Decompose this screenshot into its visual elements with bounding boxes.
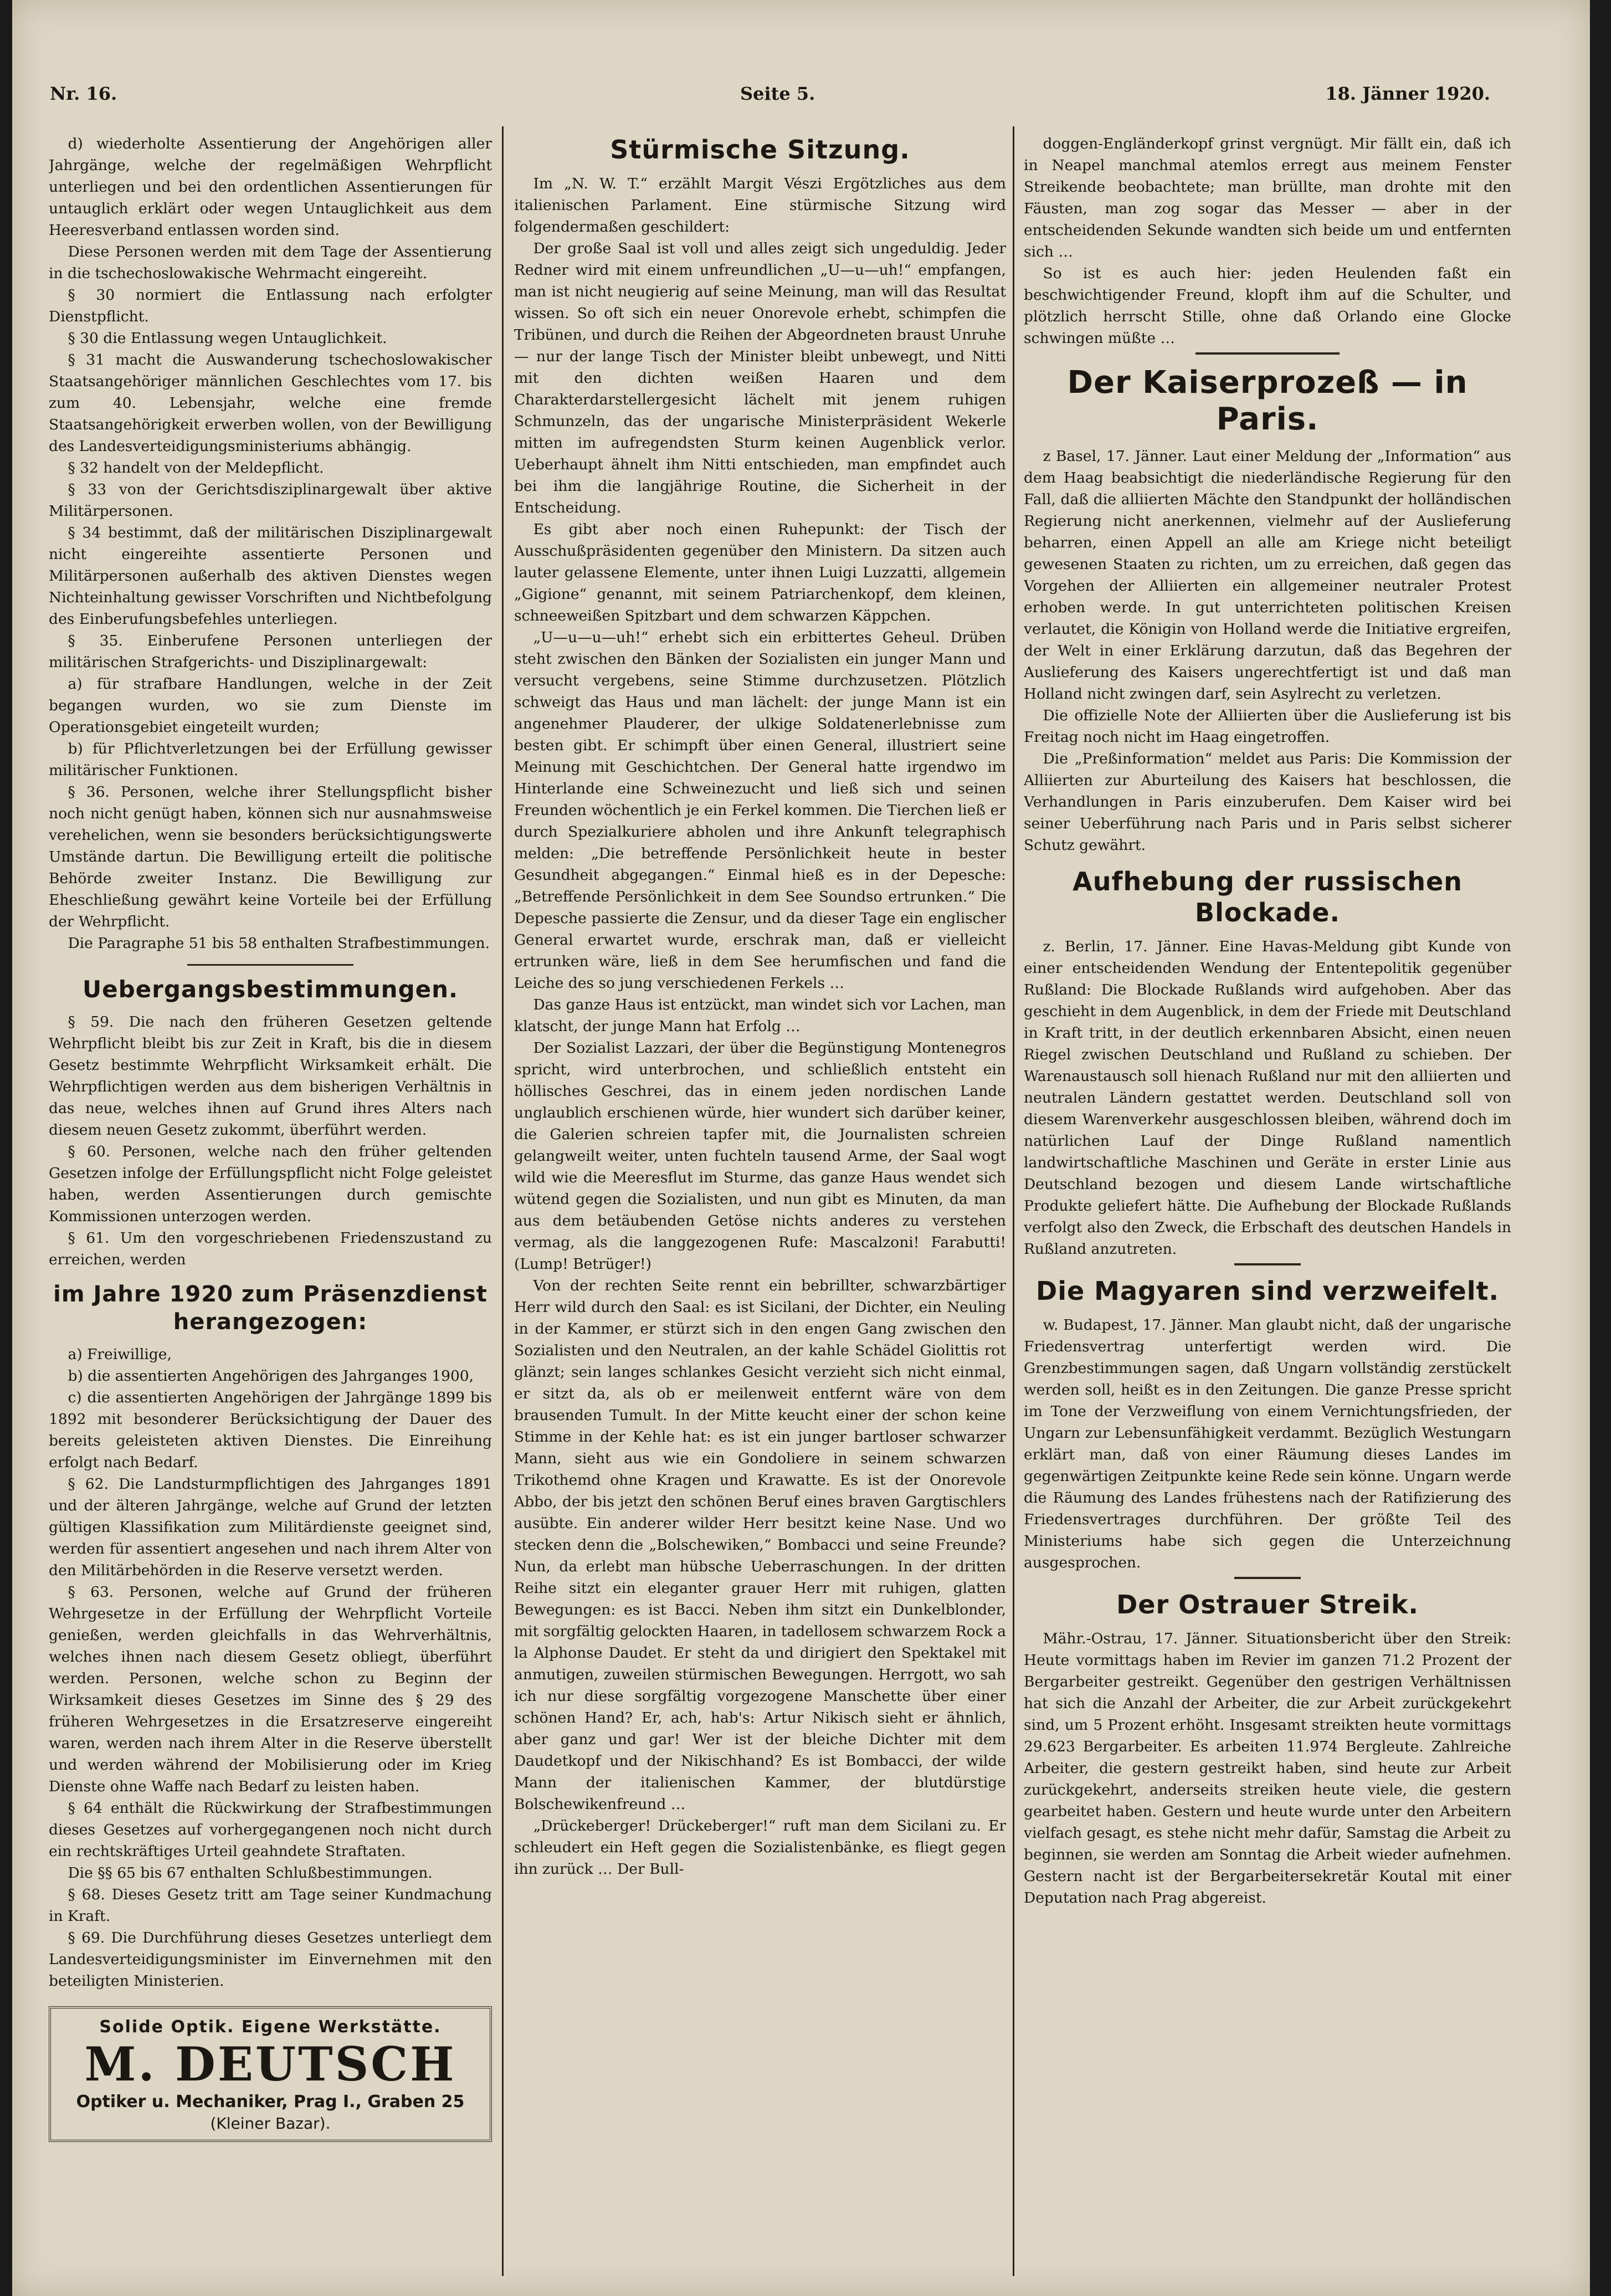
law-text-top — [49, 133, 492, 954]
paragraph: § 60. Personen, welche nach den früher geltenden Gesetzen infolge der Erfüllungspflicht nicht Folge geleistet haben, werden Assentierungen durch gemischte Kommissionen unterzogen werden. — [49, 1143, 492, 1225]
paragraph: d) wiederholte Assentierung der Angehörigen aller Jahrgänge, welche der regelmäßigen Wehrpflicht unterliegen und bei den ordentlichen Assentierungen für untauglich erklärt oder wegen Untauglichkeit aus dem Heeresverband entlassen worden sind. — [49, 135, 492, 239]
magyars-text — [1024, 1314, 1511, 1574]
paragraph: a) für strafbare Handlungen, welche in der Zeit begangen wurden, wo sie zum Dienste im Operationsgebiet eingeteilt wurden; — [49, 675, 492, 736]
paragraph: Es gibt aber noch einen Ruhepunkt: der Tisch der Ausschußpräsidenten gegenüber den Ministern. Da sitzen auch lauter gelassene Elemente, unter ihnen Luigi Luzzatti, allgemein „Gigione“ genannt, mit seinem Patriarchenkopf, dem kleinen, schneeweißen Spitzbart und dem schwarzen Käppchen. — [514, 521, 1006, 624]
paragraph: a) Freiwillige, — [68, 1346, 172, 1363]
page-number: Seite 5. — [740, 83, 815, 104]
paragraph: Im „N. W. T.“ erzählt Margit Vészi Ergötzliches aus dem italienischen Parlament. Eine stürmische Sitzung wird folgendermaßen geschildert: — [514, 175, 1006, 235]
paragraph: § 30 die Entlassung wegen Untauglichkeit. — [68, 330, 387, 347]
paragraph: So ist es auch hier: jeden Heulenden faßt ein beschwichtigender Freund, klopft ihm auf die Schulter, und plötzlich herrscht Stille, ohne daß Orlando eine Glocke schwingen müßte … — [1024, 265, 1511, 347]
ad-address: Optiker u. Mechaniker, Prag I., Graben 25 — [76, 2092, 465, 2112]
heading-blockade: Aufhebung der russischen Blockade. — [1073, 867, 1463, 927]
separator-rule — [187, 964, 353, 966]
separator-rule — [1024, 1263, 1511, 1265]
paragraph: Der Sozialist Lazzari, der über die Begünstigung Montenegros spricht, wird unterbrochen, und schließlich entsteht ein höllisches Geschrei, das in einem jeden nordischen Lande unglaublich erschienen würde, hier wundert sich darüber keiner, die Galerien schreien tapfer mit, die Journalisten schreien gelangweilt weiter, unten fuchteln tausend Arme, der Saal wogt wild wie die Meeresflut im Sturme, das ganze Haus wendet sich wütend gegen die Sozialisten, und nun gibt es Minuten, da man aus dem betäubenden Getöse nichts anderes zu verstehen vermag, als die langgezogenen Rufe: Mascalzoni! Farabutti! (Lump! Betrüger!) — [514, 1039, 1006, 1273]
paragraph: § 62. Die Landsturmpflichtigen des Jahrganges 1891 und der älteren Jahrgänge, welche auf Grund der letzten gültigen Klassifikation zum Militärdienste geeignet sind, werden für assentiert angesehen und nach ihrem Alter von den Militärbehörden in die Reserve versetzt werden. — [49, 1475, 492, 1579]
heading-ostrau-strike: Der Ostrauer Streik. — [1116, 1590, 1419, 1620]
ad-location: (Kleiner Bazar). — [210, 2114, 331, 2133]
column-divider-left — [502, 126, 504, 2276]
kaiser-trial-text — [1024, 445, 1511, 856]
transition-text — [49, 1011, 492, 1270]
heading-magyars: Die Magyaren sind verzweifelt. — [1036, 1276, 1499, 1306]
paragraph: z. Berlin, 17. Jänner. Eine Havas-Meldung gibt Kunde von einer entscheidenden Wendung der Ententepolitik gegenüber Rußland: Die Blockade Rußlands wird aufgehoben. Aber das geschieht in dem Augenblick, in dem der Friede mit Deutschland in Kraft tritt, in der deutlich erkennbaren Absicht, einen neuen Riegel zwischen Deutschland und Rußland zu schieben. Der Warenaustausch soll hienach Rußland nur mit den alliierten und neutralen Ländern gestattet werden. Deutschland soll von diesem Warenverkehr ausgeschlossen bleiben, während doch im natürlichen Lauf der Dinge Rußland namentlich landwirtschaftliche Maschinen und Geräte in erster Linie aus Deutschland bezogen und diesem Lande wirtschaftliche Produkte geliefert hätte. Die Aufhebung der Blockade Rußlands verfolgt also den Zweck, die Erbschaft des deutschen Handels in Rußland anzutreten. — [1024, 938, 1511, 1258]
paragraph: § 36. Personen, welche ihrer Stellungspflicht bisher noch nicht genügt haben, können sich nur ausnahmsweise verehelichen, wenn sie besonders berücksichtigungswerte Umstände dartun. Die Bewilligung erteilt die politische Behörde zweiter Instanz. Die Bewilligung zur Eheschließung gewährt keine Vorteile bei der Erfüllung der Wehrpflicht. — [49, 783, 492, 930]
paragraph: § 32 handelt von der Meldepflicht. — [68, 459, 324, 476]
page-header — [50, 83, 1490, 111]
paragraph: Die „Preßinformation“ meldet aus Paris: Die Kommission der Alliierten zur Aburteilung des Kaisers hat beschlossen, die Verhandlungen in Paris einzuberufen. Dem Kaiser wird bei seiner Ueberführung nach Paris und in Paris selbst sicherer Schutz gewährt. — [1024, 750, 1511, 854]
paragraph: Diese Personen werden mit dem Tage der Assentierung in die tschechoslowakische Wehrmacht eingereiht. — [49, 243, 492, 282]
ostrau-strike-text — [1024, 1628, 1511, 1909]
paragraph: „U—u—u—uh!“ erhebt sich ein erbittertes Geheul. Drüben steht zwischen den Bänken der Sozialisten ein junger Mann und versucht vergebens, seine Stimme durchzusetzen. Plötzlich schweigt das Haus und man lächelt: der junge Mann ist ein angenehmer Plauderer, der ulkige Soldatenerlebnisse zum besten gibt. Er schimpft über einen General, illustriert seine Meinung mit Geschichtchen. Der General hatte irgendwo im Hinterlande eine Schweinezucht und ließ sich und seinen Freunden wöchentlich je ein Ferkel kommen. Die Tierchen ließ er durch Spezialkuriere abholen und ihre Ankunft telegraphisch melden: „Die betreffende Persönlichkeit heute in bester Gesundheit abgegangen.“ Einmal hieß es in der Depesche: „Betreffende Persönlichkeit in dem See Soundso ertrunken.“ Die Depesche passierte die Zensur, und da dieser Tage ein englischer General erwartet wurde, erschrak man, daß er vielleicht ertrunken wäre, ließ in dem See herumfischen und fand die Leiche des so jung verschiedenen Ferkels … — [514, 629, 1006, 992]
paragraph: „Drückeberger! Drückeberger!“ ruft man dem Sicilani zu. Er schleudert ein Heft gegen die Sozialistenbänke, es fliegt gegen ihn zurück … Der Bull- — [514, 1817, 1006, 1878]
paragraph: Der große Saal ist voll und alles zeigt sich ungeduldig. Jeder Redner wird mit einem unfreundlichen „U—u—uh!“ empfangen, man ist nicht neugierig auf seine Meinung, man will das Resultat wissen. So oft sich ein neuer Onorevole erhebt, schimpfen die Tribünen, und durch die Reihen der Abgeordneten braust Unruhe — nur der lange Tisch der Minister bleibt unbewegt, und Nitti mit den dichten weißen Haaren und dem Charakterdarstellergesicht lächelt mit jenem ruhigen Schmunzeln, das der ungarische Ministerpräsident Wekerle mitten im aufregendsten Sturm keinen Augenblick verlor. Ueberhaupt ähnelt ihm Nitti entschieden, man empfindet auch bei ihm die langjährige Routine, die Sicherheit in der Entscheidung. — [514, 240, 1006, 516]
paragraph: w. Budapest, 17. Jänner. Man glaubt nicht, daß der ungarische Friedensvertrag unterfertigt werden wird. Die Grenzbestimmungen sagen, daß Ungarn vollständig zerstückelt werden soll, heißt es in den Zeitungen. Die ganze Presse spricht im Tone der Verzweiflung von einem Vernichtungsfrieden, der Ungarn zur Lebensunfähigkeit verdammt. Bezüglich Westungarn erklärt man, daß von einer Räumung dieses Landes im gegenwärtigen Zeitpunkte keine Rede sein könne. Ungarn werde die Räumung des Landes frühestens nach der Ratifizierung des Friedensvertrages durchführen. Der größte Teil des Ministeriums habe sich gegen die Unterzeichnung ausgesprochen. — [1024, 1316, 1511, 1571]
ad-company-name: M. DEUTSCH — [84, 2037, 456, 2092]
paragraph: § 64 enthält die Rückwirkung der Strafbestimmungen dieses Gesetzes auf vorhergegangenen noch nicht durch ein rechtskräftiges Urteil geahndete Straftaten. — [49, 1800, 492, 1860]
paragraph: § 31 macht die Auswanderung tschechoslowakischer Staatsangehöriger männlichen Geschlechtes vom 17. bis zum 40. Lebensjahr, welche eine fremde Staatsangehörigkeit erwerben wollen, von der Bewilligung des Landesverteidigungsministeriums abhängig. — [49, 351, 492, 455]
paragraph: c) die assentierten Angehörigen der Jahrgänge 1899 bis 1892 mit besonderer Berücksichtigung der Dauer des bereits geleisteten aktiven Dienstes. Die Einreihung erfolgt nach Bedarf. — [49, 1389, 492, 1471]
paragraph: Von der rechten Seite rennt ein bebrillter, schwarzbärtiger Herr wild durch den Saal: es ist Sicilani, der Dichter, ein Neuling in der Kammer, er stürzt sich in den engen Gang zwischen den Sozialisten und den Neutralen, an der kahle Schädel Giolittis rot glänzt; sein langes schlankes Gesicht verzieht sich nicht einmal, er sitzt da, als ob er meilenweit entfernt wäre von dem brausenden Tumult. In der Mitte keucht einer der schon keine Stimme in der Kehle hat: es ist ein junger bartloser schwarzer Mann, sieht aus wie ein Gondoliere in seinem schwarzen Trikothemd ohne Kragen und Krawatte. Es ist der Onorevole Abbo, der bis jetzt den schönen Beruf eines braven Gargtischlers ausübte. Ein anderer wilder Herr besitzt keine Nase. Und wo stecken denn die „Bolschewiken,“ Bombacci und seine Freunde? Nun, da erlebt man hübsche Ueberraschungen. In der dritten Reihe sitzt ein eleganter grauer Herr mit ruhigen, glatten Bewegungen: es ist Bacci. Neben ihm sitzt ein Dunkelblonder, mit sorgfältig gelockten Haaren, in tadellosem schwarzem Rock a la Alphonse Daudet. Er steht da und dirigiert den Spektakel mit anmutigen, zuweilen stürmischen Bewegungen. Herrgott, wo sah ich nur diese sorgfältig vorgezogene Manschette über einer schönen Hand? Er, ach, hab's: Artur Nikisch sieht er ähnlich, aber ganz und gar! Wer ist der bleiche Dichter mit dem Daudetkopf und der Nikischhand? Es ist Bombacci, der wilde Mann der italienischen Kammer, der blutdürstige Bolschewikenfreund … — [514, 1277, 1006, 1813]
heading-year-1920: im Jahre 1920 zum Präsenzdienst herangezogen: — [53, 1282, 488, 1335]
separator-rule — [1024, 1577, 1511, 1579]
paragraph: § 68. Dieses Gesetz tritt am Tage seiner Kundmachung in Kraft. — [49, 1886, 492, 1925]
paragraph: Die offizielle Note der Alliierten über die Auslieferung ist bis Freitag noch nicht im Haag eingetroffen. — [1024, 707, 1511, 746]
paragraph: § 33 von der Gerichtsdisziplinargewalt über aktive Militärpersonen. — [49, 481, 492, 520]
separator-rule — [1024, 352, 1511, 355]
paragraph: § 59. Die nach den früheren Gesetzen geltende Wehrpflicht bleibt bis zur Zeit in Kraft, bis die in diesem Gesetz bestimmte Wehrpflicht Wirksamkeit erhält. Die Wehrpflichtigen werden aus dem bisherigen Verhältnis in das neue, welches ihnen auf Grund ihres Alters nach diesem neuen Gesetz zukommt, überführt werden. — [49, 1013, 492, 1139]
issue-number: Nr. 16. — [50, 83, 117, 104]
paragraph: Die §§ 65 bis 67 enthalten Schlußbestimmungen. — [68, 1864, 433, 1882]
paragraph: § 34 bestimmt, daß der militärischen Disziplinargewalt nicht eingereihte assentierte Personen und Militärpersonen außerhalb des aktiven Dienstes wegen Nichteinhaltung gewisser Vorschriften und Nichtbefolgung des Einberufungsbefehles unterliegen. — [49, 524, 492, 628]
year-1920-text — [49, 1344, 492, 1992]
column-middle — [514, 133, 1006, 2272]
paragraph: b) für Pflichtverletzungen bei der Erfüllung gewisser militärischer Funktionen. — [49, 740, 492, 779]
stormy-session-continued — [1024, 133, 1511, 349]
stormy-session-text — [514, 173, 1006, 1880]
column-left — [49, 133, 492, 2272]
column-divider-right — [1013, 126, 1014, 2276]
paragraph: z Basel, 17. Jänner. Laut einer Meldung der „Information“ aus dem Haag beabsichtigt die niederländische Regierung für den Fall, daß die alliierten Mächte den Standpunkt der holländischen Regierung nicht anerkennen, vielmehr auf der Auslieferung beharren, einen Appell an alle am Kriege nicht beteiligt gewesenen Staaten zu richten, um zu erreichen, daß gegen das Vorgehen der Alliierten ein allgemeiner neutraler Protest erhoben werde. In gut unterrichteten politischen Kreisen verlautet, die Königin von Holland werde die Initiative ergreifen, der Welt in einer Erklärung darzutun, daß das Begehren der Auslieferung des Kaisers ungerechtfertigt ist und daß man Holland nicht zwingen darf, sein Asylrecht zu verletzen. — [1024, 448, 1511, 703]
paragraph: § 61. Um den vorgeschriebenen Friedenszustand zu erreichen, werden — [49, 1229, 492, 1268]
paragraph: § 35. Einberufene Personen unterliegen der militärischen Strafgerichts- und Disziplinargewalt: — [49, 632, 492, 671]
issue-date: 18. Jänner 1920. — [1325, 83, 1490, 104]
ad-tagline: Solide Optik. Eigene Werkstätte. — [99, 2017, 442, 2037]
heading-stormy-session: Stürmische Sitzung. — [610, 135, 910, 165]
heading-kaiser-trial: Der Kaiserprozeß — in Paris. — [1067, 365, 1468, 437]
paragraph: § 30 normiert die Entlassung nach erfolgter Dienstpflicht. — [49, 286, 492, 325]
blockade-text — [1024, 936, 1511, 1260]
paragraph: Mähr.-Ostrau, 17. Jänner. Situationsbericht über den Streik: Heute vormittags haben im Revier im ganzen 71.2 Prozent der Bergarbeiter gestreikt. Gegenüber den gestrigen Verhältnissen hat sich die Anzahl der Arbeiter, die zur Arbeit zurückgekehrt sind, um 5 Prozent erhöht. Insgesamt streikten heute vormittags 29.623 Bergarbeiter. Es arbeiten 11.974 Bergleute. Zahlreiche Arbeiter, die gestern gestreikt haben, sind heute zur Arbeit zurückgekehrt, anderseits streiken heute viele, die gestern gearbeitet haben. Gestern und heute wurde unter den Arbeitern vielfach gesagt, es stehe nicht mehr dafür, Samstag die Arbeit zu beginnen, sie werden am Sonntag die Arbeit wieder aufnehmen. Gestern nacht ist der Bergarbeitersekretär Koutal mit einer Deputation nach Prag abgereist. — [1024, 1630, 1511, 1906]
paragraph: § 63. Personen, welche auf Grund der früheren Wehrgesetze in der Erfüllung der Wehrpflicht Vorteile genießen, werden gleichfalls in das Wehrverhältnis, welches ihnen nach diesem Gesetz obliegt, überführt werden. Personen, welche schon zu Beginn der Wirksamkeit dieses Gesetzes im Sinne des § 29 des früheren Wehrgesetzes in die Ersatzreserve eingereiht waren, werden nach ihrem Alter in die Reserve überstellt und werden während der Mobilisierung oder im Krieg Dienste ohne Waffe nach Bedarf zu leisten haben. — [49, 1583, 492, 1795]
newspaper-page — [12, 0, 1590, 2296]
advertisement-deutsch — [49, 2006, 492, 2142]
paragraph: doggen-Engländerkopf grinst vergnügt. Mir fällt ein, daß ich in Neapel manchmal atemlos erregt aus meinem Fenster Streikende beobachtete; man brüllte, man drohte mit den Fäusten, man zog sogar das Messer — aber in der entscheidenden Sekunde wandten sich beide um und entfernten sich … — [1024, 135, 1511, 260]
paragraph: Die Paragraphe 51 bis 58 enthalten Strafbestimmungen. — [68, 935, 490, 952]
paragraph: b) die assentierten Angehörigen des Jahrganges 1900, — [68, 1367, 474, 1385]
column-right — [1024, 133, 1511, 2272]
heading-transition: Uebergangsbestimmungen. — [83, 976, 458, 1003]
paragraph: Das ganze Haus ist entzückt, man windet sich vor Lachen, man klatscht, der junge Mann hat Erfolg … — [514, 996, 1006, 1035]
paragraph: § 69. Die Durchführung dieses Gesetzes unterliegt dem Landesverteidigungsminister im Einvernehmen mit den beteiligten Ministerien. — [49, 1929, 492, 1990]
